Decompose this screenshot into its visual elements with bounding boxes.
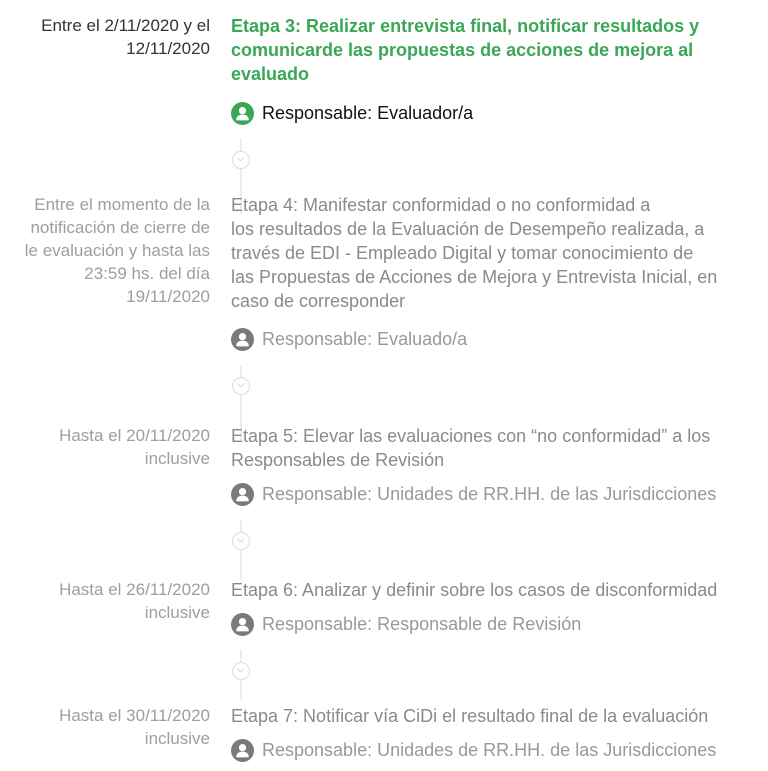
stage-title-line: evaluado bbox=[231, 64, 310, 84]
responsible-label: Responsable: bbox=[262, 328, 373, 349]
user-circle-icon bbox=[231, 328, 254, 351]
connector-node bbox=[232, 662, 250, 680]
chevron-down-icon bbox=[233, 663, 248, 678]
chevron-down-icon bbox=[233, 533, 248, 548]
user-circle-icon bbox=[231, 102, 254, 125]
stage-date-line: Hasta el 20/11/2020 bbox=[59, 426, 210, 445]
timeline-connector bbox=[232, 650, 250, 700]
user-circle-icon bbox=[231, 739, 254, 762]
responsible-name: Evaluador/a bbox=[377, 102, 474, 123]
responsible-label: Responsable: bbox=[262, 102, 373, 123]
stage-title-line: caso de corresponder bbox=[231, 291, 406, 311]
stage-date-line: inclusive bbox=[144, 729, 210, 748]
stage-responsible bbox=[231, 101, 768, 125]
chevron-down-icon bbox=[233, 378, 248, 393]
stage-date bbox=[0, 14, 210, 60]
stage-title-line: Responsables de Revisión bbox=[231, 450, 445, 470]
timeline-connector bbox=[232, 520, 250, 580]
stage-date-line: 23:59 hs. del día bbox=[84, 264, 210, 283]
responsible-name: Unidades de RR.HH. de las Jurisdicciones bbox=[377, 483, 717, 504]
stage-date-line: 19/11/2020 bbox=[126, 287, 210, 306]
stage-title-line: las Propuestas de Acciones de Mejora y Entrevista Inicial, en bbox=[231, 267, 718, 287]
stage-title-line: los resultados de la Evaluación de Desempeño realizada, a bbox=[231, 219, 705, 239]
stage-title-line: través de EDI - Empleado Digital y tomar conocimiento de bbox=[231, 243, 694, 263]
stage-title bbox=[231, 193, 763, 313]
stage-date-line: le evaluación y hasta las bbox=[24, 241, 210, 260]
stage-title bbox=[231, 578, 763, 602]
stage-date-line: inclusive bbox=[144, 449, 210, 468]
stage-title-line: Etapa 4: Manifestar conformidad o no conformidad a bbox=[231, 195, 651, 215]
connector-node bbox=[232, 532, 250, 550]
stage-responsible bbox=[231, 612, 768, 636]
stage-date bbox=[0, 193, 210, 308]
stage-date bbox=[0, 704, 210, 750]
responsible-label: Responsable: bbox=[262, 739, 373, 760]
stage-title bbox=[231, 14, 763, 86]
stage-title-line: comunicarde las propuestas de acciones de mejora al bbox=[231, 40, 694, 60]
stage-responsible bbox=[231, 327, 768, 351]
stage-title-line: Etapa 6: Analizar y definir sobre los casos de disconformidad bbox=[231, 580, 718, 600]
responsible-label: Responsable: bbox=[262, 613, 373, 634]
stage-responsible bbox=[231, 738, 768, 762]
user-circle-icon bbox=[231, 483, 254, 506]
stage-date-line: 12/11/2020 bbox=[126, 39, 210, 58]
stage-date-line: Hasta el 26/11/2020 bbox=[59, 580, 210, 599]
stage-title-line: Etapa 5: Elevar las evaluaciones con “no conformidad” a los bbox=[231, 426, 711, 446]
stage-responsible bbox=[231, 482, 768, 506]
connector-node bbox=[232, 377, 250, 395]
chevron-down-icon bbox=[233, 152, 248, 167]
stage-date-line: inclusive bbox=[144, 603, 210, 622]
connector-line bbox=[240, 520, 242, 580]
stage-title-line: Etapa 7: Notificar vía CiDi el resultado final de la evaluación bbox=[231, 706, 709, 726]
connector-node bbox=[232, 151, 250, 169]
stage-title bbox=[231, 704, 763, 728]
user-circle-icon bbox=[231, 613, 254, 636]
responsible-name: Responsable de Revisión bbox=[377, 613, 582, 634]
stage-date-line: Entre el 2/11/2020 y el bbox=[41, 16, 210, 35]
stage-date bbox=[0, 424, 210, 470]
stage-date-line: Entre el momento de la bbox=[34, 195, 210, 214]
responsible-name: Unidades de RR.HH. de las Jurisdicciones bbox=[377, 739, 717, 760]
stage-date-line: notificación de cierre de bbox=[30, 218, 210, 237]
stage-date bbox=[0, 578, 210, 624]
responsible-name: Evaluado/a bbox=[377, 328, 468, 349]
stage-title-line: Etapa 3: Realizar entrevista final, notificar resultados y bbox=[231, 16, 700, 36]
responsible-label: Responsable: bbox=[262, 483, 373, 504]
stage-title bbox=[231, 424, 763, 472]
stage-date-line: Hasta el 30/11/2020 bbox=[59, 706, 210, 725]
